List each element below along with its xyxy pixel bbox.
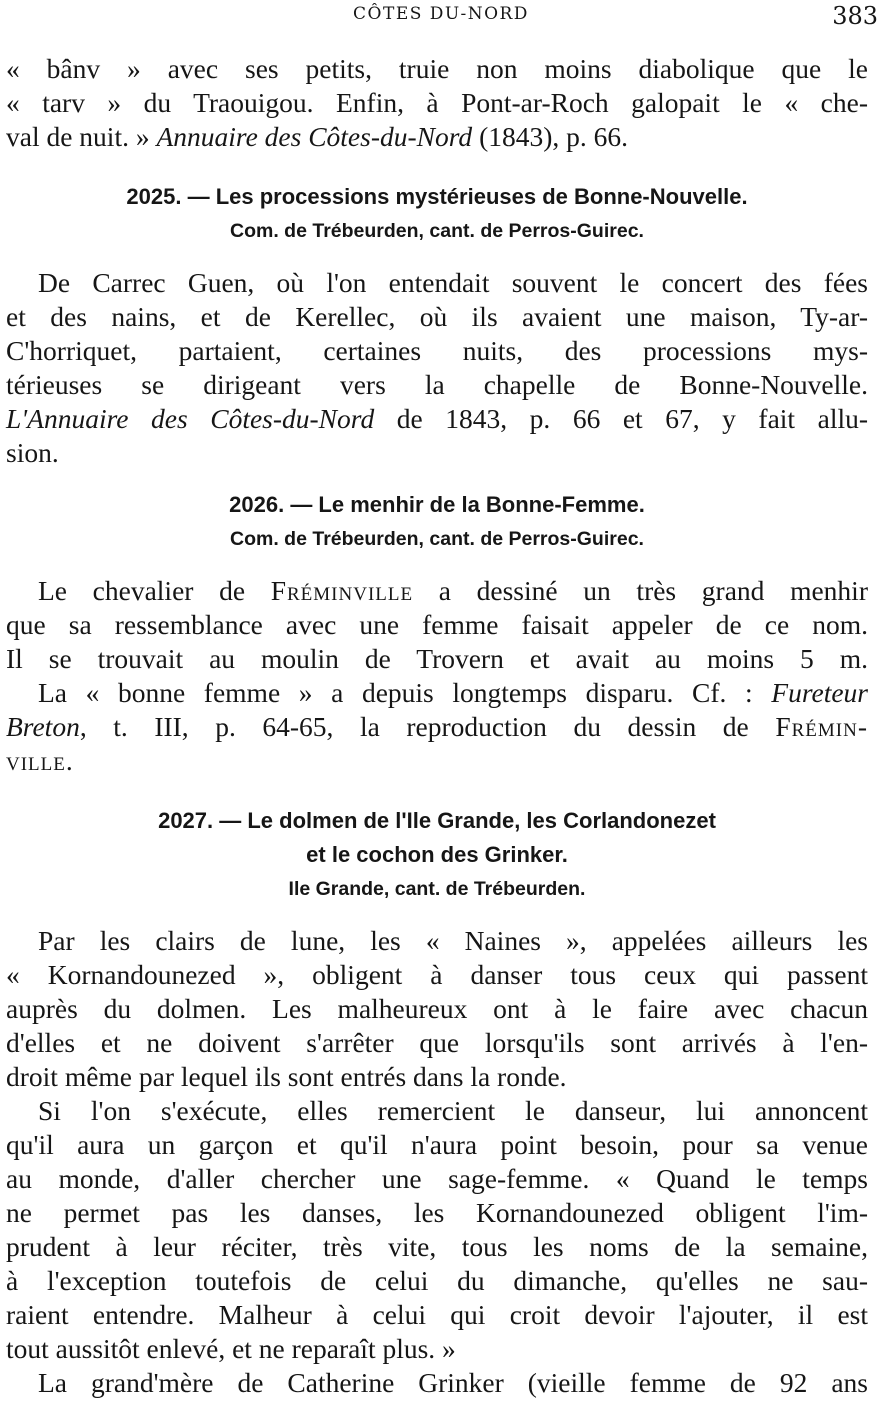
text-line: et des nains, et de Kerellec, où ils avaient une maison, Ty-ar- — [6, 301, 868, 332]
text-line: d'elles et ne doivent s'arrêter que lorsqu'ils sont arrivés à l'en- — [6, 1027, 868, 1058]
text-line: Il se trouvait au moulin de Trovern et avait au moins 5 m. — [6, 643, 868, 674]
section-number: 2025. — [126, 184, 182, 209]
section-locality: Com. de Trébeurden, cant. de Perros-Guirec. — [230, 528, 644, 550]
text-line: La grand'mère de Catherine Grinker (vieille femme de 92 ans — [38, 1367, 868, 1398]
text-line: auprès du dolmen. Les malheureux ont à le faire avec chacun — [6, 993, 868, 1024]
text-line: De Carrec Guen, où l'on entendait souvent le concert des fées — [38, 267, 868, 298]
text-line: Si l'on s'exécute, elles remercient le danseur, lui annoncent — [38, 1095, 868, 1126]
text-run: a dessiné un très grand menhir — [413, 575, 868, 606]
text-line: ne permet pas les danses, les Kornandounezed obligent l'im- — [6, 1197, 868, 1228]
author-name: Frémin- — [775, 711, 868, 742]
text-line: térieuses se dirigeant vers la chapelle de Bonne-Nouvelle. — [6, 369, 868, 400]
citation-title: Annuaire des Côtes-du-Nord — [156, 121, 473, 152]
text-line: Par les clairs de lune, les « Naines », appelées ailleurs les — [38, 925, 868, 956]
section-locality: Ile Grande, cant. de Trébeurden. — [288, 878, 586, 900]
text-run: val de nuit. » — [6, 121, 157, 152]
author-name: Fréminville — [270, 575, 414, 606]
text-run: de 1843, p. 66 et 67, y fait allu- — [374, 403, 869, 434]
section-number: 2026. — [229, 492, 285, 517]
section-title: — Le dolmen de l'Ile Grande, les Corlandonezet — [213, 808, 716, 833]
text-line: raient entendre. Malheur à celui qui croit devoir l'ajouter, il est — [6, 1299, 868, 1330]
text-line: droit même par lequel ils sont entrés dans la ronde. — [6, 1061, 567, 1092]
text-line: C'horriquet, partaient, certaines nuits, des processions mys- — [6, 335, 868, 366]
text-run: . — [65, 745, 73, 776]
text-line: prudent à leur réciter, très vite, tous les noms de la semaine, — [6, 1231, 868, 1262]
text-line — [6, 676, 868, 710]
author-name: ville — [6, 745, 66, 776]
text-line: au monde, d'aller chercher une sage-femme. « Quand le temps — [6, 1163, 868, 1194]
text-line: à l'exception toutefois de celui du dimanche, qu'elles ne sau- — [6, 1265, 868, 1296]
text-line: sion. — [6, 437, 59, 468]
citation-title: Breton — [6, 711, 80, 742]
text-line: que sa ressemblance avec une femme faisait appeler de ce nom. — [6, 609, 868, 640]
text-line — [6, 710, 868, 744]
section-title: — Les processions mystérieuses de Bonne-Nouvelle. — [181, 184, 748, 209]
text-line — [6, 744, 868, 778]
text-line — [6, 120, 868, 154]
text-line: tout aussitôt enlevé, et ne reparaît plus. » — [6, 1333, 456, 1364]
citation-title: L'Annuaire des Côtes-du-Nord — [6, 403, 375, 434]
section-heading-2025 — [6, 180, 868, 214]
section-heading-2026 — [6, 488, 868, 522]
running-head — [0, 4, 882, 28]
section-heading-2027 — [6, 804, 868, 838]
section-title: — Le menhir de la Bonne-Femme. — [284, 492, 645, 517]
section-locality: Com. de Trébeurden, cant. de Perros-Guirec. — [230, 220, 644, 242]
page-body — [6, 52, 868, 1400]
text-run: La « bonne femme » a depuis longtemps disparu. Cf. : — [38, 677, 772, 708]
text-line: qu'il aura un garçon et qu'il n'aura point besoin, pour sa venue — [6, 1129, 868, 1160]
text-run: Le chevalier de — [38, 575, 271, 606]
section-number: 2027. — [158, 808, 214, 833]
page-number: 383 — [832, 2, 878, 30]
text-line: « bânv » avec ses petits, truie non moins diabolique que le — [6, 53, 868, 84]
text-run: , t. III, p. 64-65, la reproduction du dessin de — [79, 711, 776, 742]
text-line — [6, 574, 868, 608]
section-title-continued: et le cochon des Grinker. — [306, 842, 568, 867]
running-title: CÔTES DU-NORD — [353, 4, 529, 24]
text-run: (1843), p. 66. — [472, 121, 629, 152]
text-line: « Kornandounezed », obligent à danser tous ceux qui passent — [6, 959, 868, 990]
text-line: « tarv » du Traouigou. Enfin, à Pont-ar-Roch galopait le « che- — [6, 87, 868, 118]
citation-title: Fureteur — [771, 677, 868, 708]
text-line — [6, 402, 868, 436]
